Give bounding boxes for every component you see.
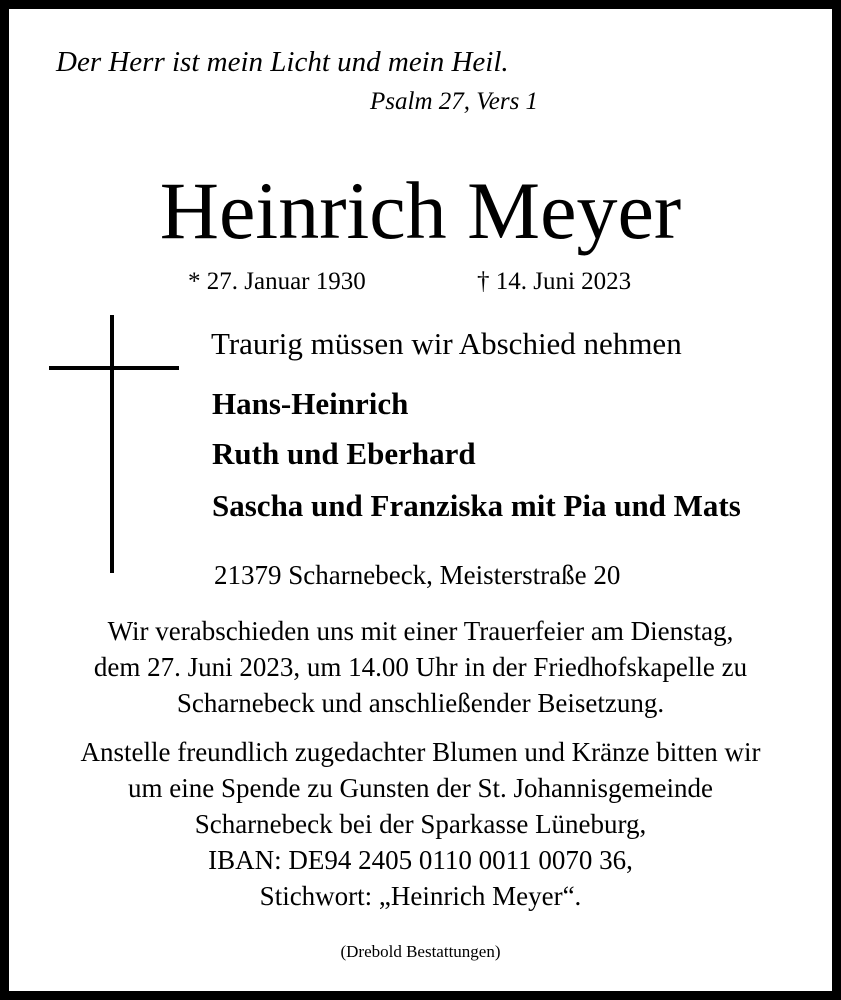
- cross-vertical-bar: [110, 315, 114, 573]
- bible-quote: Der Herr ist mein Licht und mein Heil.: [56, 46, 509, 78]
- family-address: 21379 Scharnebeck, Meisterstraße 20: [214, 560, 621, 590]
- ceremony-line: Wir verabschieden uns mit einer Trauerfeier am Dienstag,: [107, 616, 734, 646]
- donation-keyword: Stichwort: „Heinrich Meyer“.: [259, 881, 582, 911]
- cross-horizontal-bar: [49, 366, 179, 370]
- bible-reference: Psalm 27, Vers 1: [370, 88, 539, 115]
- birth-date: * 27. Januar 1930: [188, 268, 366, 295]
- deceased-name: Heinrich Meyer: [159, 165, 682, 256]
- mourning-intro: Traurig müssen wir Abschied nehmen: [211, 326, 682, 361]
- donation-line: Anstelle freundlich zugedachter Blumen und Kränze bitten wir: [80, 737, 761, 767]
- donation-iban: IBAN: DE94 2405 0110 0011 0070 36,: [208, 845, 633, 875]
- donation-line: um eine Spende zu Gunsten der St. Johannisgemeinde: [128, 773, 713, 803]
- mourner-name: Ruth und Eberhard: [212, 436, 476, 471]
- ceremony-line: dem 27. Juni 2023, um 14.00 Uhr in der Friedhofskapelle zu: [93, 652, 748, 682]
- funeral-home: (Drebold Bestattungen): [340, 942, 501, 961]
- ceremony-line: Scharnebeck und anschließender Beisetzung.: [176, 688, 665, 718]
- donation-line: Scharnebeck bei der Sparkasse Lüneburg,: [194, 809, 647, 839]
- mourner-name: Sascha und Franziska mit Pia und Mats: [212, 488, 741, 523]
- mourner-name: Hans-Heinrich: [212, 386, 409, 421]
- death-date: † 14. Juni 2023: [477, 268, 632, 295]
